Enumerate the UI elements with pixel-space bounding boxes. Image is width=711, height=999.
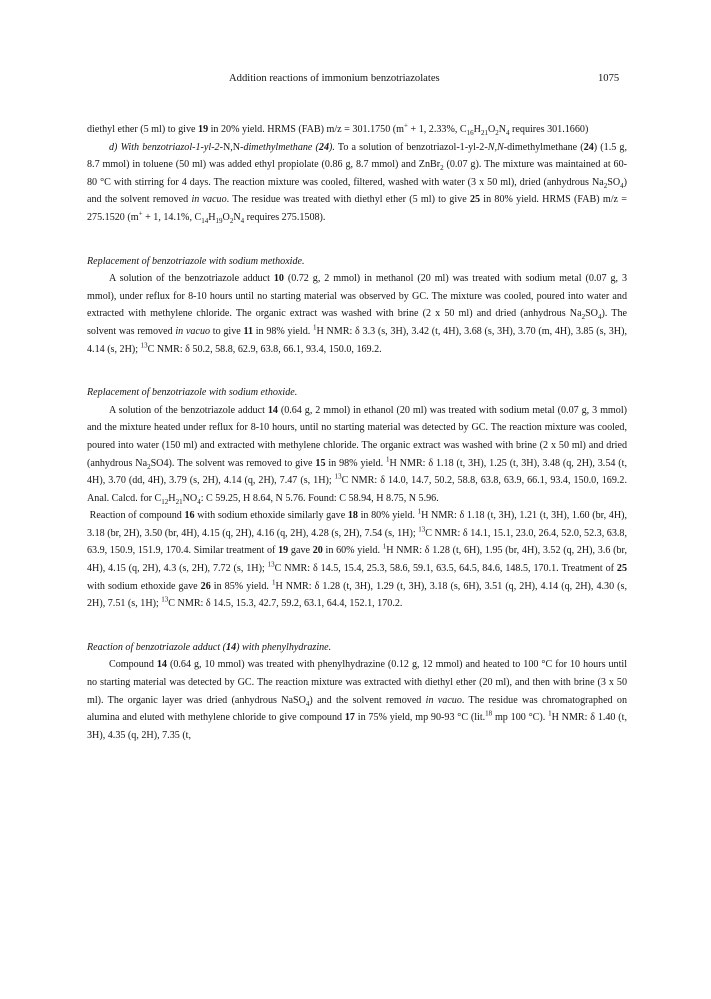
section-heading: Replacement of benzotriazole with sodium ethoxide. [87, 387, 298, 399]
section-heading: Reaction of benzotriazole adduct (14) with phenylhydrazine. [87, 641, 332, 653]
paragraph: Compound 14 (0.64 g, 10 mmol) was treated with phenylhydrazine (0.12 g, 12 mmol) and heated to 100 °C for 10 hours until no starting material was detected by GC. The reaction mixture was extracted with diethyl ether (20 ml), and then with brine (3 x 50 ml). The organic layer was dried (anhydrous NaSO$_4$) and the solvent removed in vacuo. The residue was chromatographed on alumina and eluted with methylene chloride to give compound 17 in 75% yield, mp 90-93 °C (lit.$^{18}$ mp 100 °C). $^1$H NMR: δ 1.40 (t, 3H), 4.35 (q, 2H), 7.35 (t, [87, 659, 628, 741]
section-gap [87, 613, 627, 639]
paragraph: A solution of the benzotriazole adduct 14 (0.64 g, 2 mmol) in ethanol (20 ml) was treated with sodium metal (0.07 g, 3 mmol) and the mixture heated under reflux for 8-10 hours, until no starting material was detected by GC. The reaction mixture was cooled, poured into water (150 ml) and extracted with methylene chloride. The organic extract was washed with brine (2 x 50 ml) and dried (anhydrous $Na_2SO4$). The solvent was removed to give 15 in 98% yield. $^1$H NMR: δ 1.18 (t, 3H), 1.25 (t, 3H), 3.48 (q, 2H), 3.54 (t, 4H), 3.70 (dd, 4H), 3.79 (s, 2H), 4.14 (q, 2H), 7.47 (s, 1H); $^{13}$C NMR: δ 14.0, 14.7, 50.2, 58.8, 63.8, 63.9, 66.1, 93.4, 150.0, 169.2. Anal. Calcd. for $C_{12}H_{21}NO_4$: C 59.25, H 8.64, N 5.76. Found: C 58.94, H 8.75, N 5.96. [87, 404, 627, 506]
body-text [87, 121, 627, 744]
paragraph: diethyl ether (5 ml) to give 19 in 20% yield. HRMS (FAB) m/z = 301.1750 (m+ + 1, 2.33%, $C_{16}H_{21}O_2N_4$ requires 301.1660) [87, 121, 589, 138]
running-title: Addition reactions of immonium benzotriazolates [229, 73, 440, 84]
section-heading: Replacement of benzotriazole with sodium methoxide. [87, 255, 305, 267]
section-gap [87, 227, 627, 253]
paragraph: A solution of the benzotriazole adduct 10 (0.72 g, 2 mmol) in methanol (20 ml) was treated with sodium metal (0.07 g, 3 mmol), under reflux for 8-10 hours until no starting material was observed by GC. The mixture was cooled, poured into water and extracted with methylene chloride. The organic extract was washed with brine (2 x 50 ml) and dried (anhydrous $Na_2SO_4$). The solvent was removed in vacuo to give 11 in 98% yield. $^1$H NMR: δ 3.3 (s, 3H), 3.42 (t, 4H), 3.68 (s, 3H), 3.70 (m, 4H), 3.85 (s, 3H), 4.14 (s, 2H); $^{13}$C NMR: δ 50.2, 58.8, 62.9, 63.8, 66.1, 93.4, 150.0, 169.2. [87, 273, 627, 355]
page-number: 1075 [598, 73, 620, 84]
paragraph: d) With benzotriazol-1-yl-2-N,N-dimethylmethane (24). To a solution of benzotriazol-1-yl-2-N,N-dimethylmethane (24) (1.5 g, 8.7 mmol) in toluene (50 ml) was added ethyl propiolate (0.86 g, 8.7 mmol) and ZnBr$_2$ (0.07 g). The mixture was maintained at 60-80 °C with stirring for 4 days. The reaction mixture was cooled, filtered, washed with water (3 x 50 ml), dried (anhydrous $Na_2SO_4$) and the solvent removed in vacuo. The residue was treated with diethyl ether (5 ml) to give 25 in 80% yield. HRMS (FAB) m/z = 275.1520 (m+ + 1, 14.1%, $C_{14}H_{19}O_2N_4$ requires 275.1508). [87, 141, 628, 225]
paragraph: Reaction of compound 16 with sodium ethoxide similarly gave 18 in 80% yield. $^1$H NMR: δ 1.18 (t, 3H), 1.21 (t, 3H), 1.60 (br, 4H), 3.18 (br, 2H), 3.50 (br, 4H), 4.15 (q, 2H), 4.16 (q, 2H), 4.28 (s, 2H), 7.54 (s, 1H); $^{13}$C NMR: δ 14.1, 15.1, 23.0, 26.4, 52.0, 52.3, 63.8, 63.9, 150.9, 151.9, 170.4. Similar treatment of 19 gave 20 in 60% yield. $^1$H NMR: δ 1.28 (t, 6H), 1.95 (br, 4H), 3.52 (q, 2H), 3.6 (br, 4H), 4.15 (q, 2H), 4.3 (s, 2H), 7.72 (s, 1H); $^{13}$C NMR: δ 14.5, 15.4, 25.3, 58.6, 59.1, 63.5, 64.5, 84.6, 148.5, 170.1. Treatment of 25 with sodium ethoxide gave 26 in 85% yield. $^1$H NMR: δ 1.28 (t, 3H), 1.29 (t, 3H), 3.18 (s, 6H), 3.51 (q, 2H), 4.14 (q, 2H), 4.30 (s, 2H), 7.51 (s, 1H); $^{13}$C NMR: δ 14.5, 15.3, 42.7, 59.2, 63.1, 64.4, 152.1, 170.2. [87, 507, 628, 610]
section-gap [87, 358, 627, 384]
